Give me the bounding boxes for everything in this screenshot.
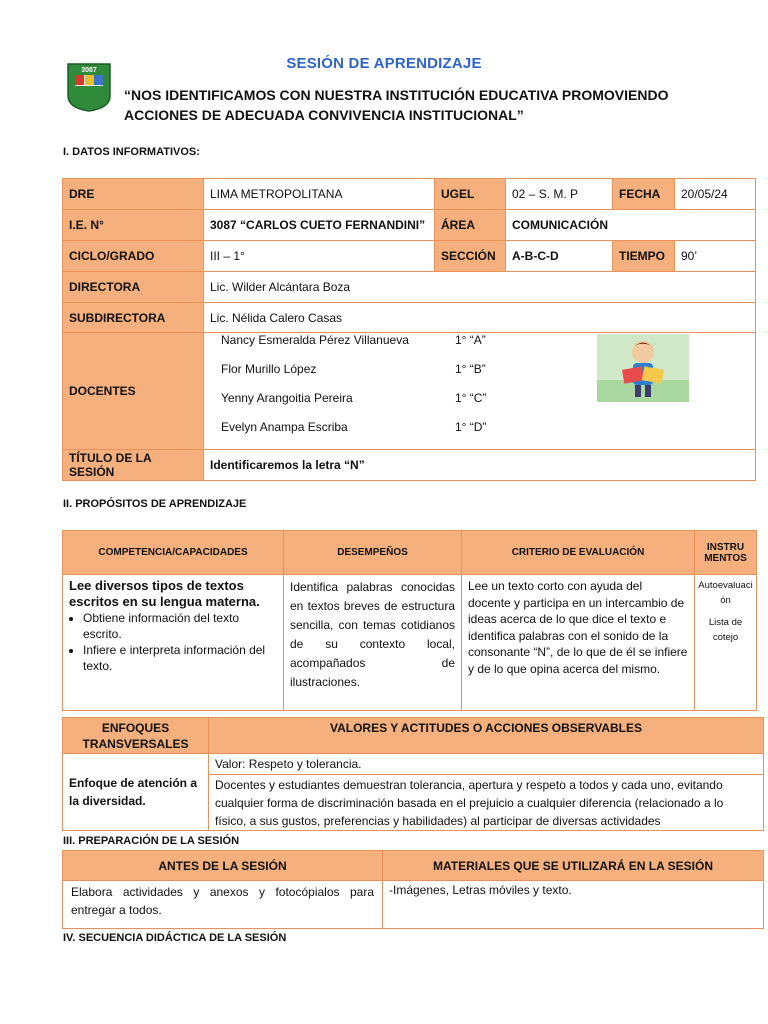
ugel-label: UGEL — [435, 179, 506, 210]
titulo-label: TÍTULO DE LA SESIÓN — [63, 450, 204, 481]
enfoque-text: Enfoque de atención a la diversidad. — [63, 754, 209, 831]
area-value: COMUNICACIÓN — [506, 210, 756, 241]
docentes-label: DOCENTES — [63, 333, 204, 450]
instrumento-lista-cotejo: Lista de cotejo — [708, 617, 743, 643]
docente-name: Yenny Arangoitia Pereira — [221, 391, 353, 405]
valor-text: Valor: Respeto y tolerancia. — [209, 754, 764, 775]
section-4-heading: IV. SECUENCIA DIDÁCTICA DE LA SESIÓN — [63, 932, 287, 944]
preparacion-table — [62, 850, 764, 929]
col-instrumentos: INSTRU MENTOS — [695, 531, 757, 575]
seccion-label: SECCIÓN — [435, 241, 506, 272]
propositos-table — [62, 530, 757, 711]
docente-name: Flor Murillo López — [221, 362, 317, 376]
logo-number: 3087 — [81, 67, 97, 74]
accion-text: Docentes y estudiantes demuestran tolerancia, apertura y respeto a todos y cada uno, evitando cualquier forma de discriminación basada en el prejuicio a cualquier diferencia (relacionado a lo físico, a sus gustos, preferencias y habilidades) al participar de diversas actividades — [209, 775, 764, 831]
competencia-text: Lee diversos tipos de textos escritos en su lengua materna. — [69, 578, 260, 609]
col-competencia: COMPETENCIA/CAPACIDADES — [63, 531, 284, 575]
docente-name: Evelyn Anampa Escriba — [221, 420, 348, 434]
ie-label: I.E. N° — [63, 210, 204, 241]
directora-value: Lic. Wilder Alcántara Boza — [204, 272, 756, 303]
col-desempenos: DESEMPEÑOS — [284, 531, 462, 575]
docente-section: 1° “C” — [455, 391, 487, 405]
col-antes: ANTES DE LA SESIÓN — [63, 851, 383, 881]
col-criterio: CRITERIO DE EVALUACIÓN — [462, 531, 695, 575]
col-enfoques: ENFOQUES TRANSVERSALES — [63, 718, 209, 754]
dre-label: DRE — [63, 179, 204, 210]
capacidad-item: • Infiere e interpreta información del texto. — [83, 642, 277, 674]
ciclo-label: CICLO/GRADO — [63, 241, 204, 272]
desempeno-text: Identifica palabras conocidas en textos breves de estructura sencilla, con temas cotidianos de su contexto local, acompañados de ilustraciones. — [284, 575, 462, 711]
col-valores: VALORES Y ACTITUDES O ACCIONES OBSERVABLES — [209, 718, 764, 754]
tiempo-label: TIEMPO — [613, 241, 675, 272]
fecha-label: FECHA — [613, 179, 675, 210]
directora-label: DIRECTORA — [63, 272, 204, 303]
capacidad-item: • Obtiene información del texto escrito. — [83, 610, 277, 642]
instrumentos-cell — [695, 575, 757, 711]
subdirectora-label: SUBDIRECTORA — [63, 303, 204, 333]
docente-section: 1° “D” — [455, 420, 487, 434]
datos-informativos-table — [62, 178, 756, 481]
docente-section: 1° “B” — [455, 362, 486, 376]
seccion-value: A-B-C-D — [506, 241, 613, 272]
session-subtitle: “NOS IDENTIFICAMOS CON NUESTRA INSTITUCIÓN EDUCATIVA PROMOVIENDO ACCIONES DE ADECUADA CONVIVENCIA INSTITUCIONAL” — [124, 87, 669, 123]
instrumento-autoevaluacion: Autoevaluación — [698, 580, 753, 606]
ugel-value: 02 – S. M. P — [506, 179, 613, 210]
subdirectora-value: Lic. Nélida Calero Casas — [204, 303, 756, 333]
antes-text: Elabora actividades y anexos y fotocópialos para entregar a todos. — [63, 881, 383, 929]
section-1-heading: I. DATOS INFORMATIVOS: — [63, 146, 200, 158]
section-3-heading: III. PREPARACIÓN DE LA SESIÓN — [63, 835, 240, 847]
reading-child-illustration — [597, 334, 689, 402]
area-label: ÁREA — [435, 210, 506, 241]
competencia-cell — [63, 575, 284, 711]
docente-name: Nancy Esmeralda Pérez Villanueva — [221, 333, 409, 347]
section-2-heading: II. PROPÓSITOS DE APRENDIZAJE — [63, 498, 247, 510]
enfoques-table — [62, 717, 764, 831]
materiales-text: -Imágenes, Letras móviles y texto. — [383, 881, 764, 929]
dre-value: LIMA METROPOLITANA — [204, 179, 435, 210]
docente-section: 1° “A” — [455, 333, 486, 347]
capacidades-list — [69, 610, 277, 674]
page-title: SESIÓN DE APRENDIZAJE — [286, 55, 482, 72]
tiempo-value: 90’ — [675, 241, 756, 272]
ie-value: 3087 “CARLOS CUETO FERNANDINI” — [204, 210, 435, 241]
ciclo-value: III – 1° — [204, 241, 435, 272]
criterio-text: Lee un texto corto con ayuda del docente y participa en un intercambio de ideas acerca de lo que dice el texto e identifica palabras con el sonido de la consonante “N”, de lo que de él se infiere y de lo que opina acerca del mismo. — [462, 575, 695, 711]
titulo-value: Identificaremos la letra “N” — [204, 450, 756, 481]
fecha-value: 20/05/24 — [675, 179, 756, 210]
col-materiales: MATERIALES QUE SE UTILIZARÁ EN LA SESIÓN — [383, 851, 764, 881]
